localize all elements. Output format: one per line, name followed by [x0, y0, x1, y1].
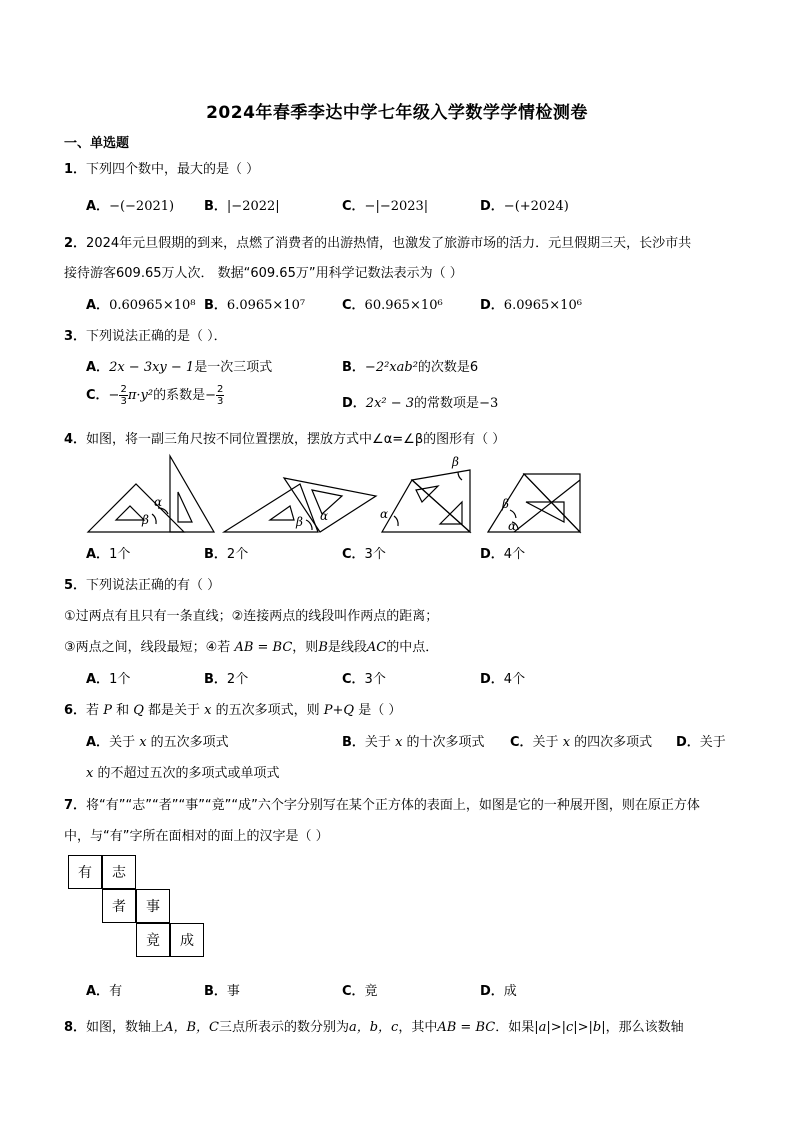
fraction: $\frac{2}{3}$ — [216, 384, 224, 407]
triangle-ruler-figures — [86, 450, 606, 536]
q6-option-d-continued: x 的不超过五次的多项式或单项式 — [86, 766, 280, 781]
q2-option-c[interactable]: C．60.965×10⁶ — [342, 298, 443, 313]
q3-option-c[interactable]: C．− $\frac{2}{3}$ π·y²的系数是− $\frac{2}{3}$ — [86, 384, 224, 407]
q7-option-c[interactable]: C．竟 — [342, 984, 378, 999]
q2-option-b[interactable]: B．6.0965×10⁷ — [204, 298, 306, 313]
cube-face: 成 — [170, 923, 204, 957]
q6-option-a[interactable]: A．关于 x 的五次多项式 — [86, 735, 229, 750]
q5-option-c[interactable]: C．3个 — [342, 672, 386, 687]
beta-label: β — [452, 455, 459, 469]
question-number: 1． — [64, 162, 87, 177]
question-3-stem: 3．下列说法正确的是（ ）． — [64, 329, 227, 344]
q1-option-c[interactable]: C．−|−2023| — [342, 199, 429, 214]
q3-option-a[interactable]: A．2x − 3xy − 1是一次三项式 — [86, 360, 273, 375]
q4-option-a[interactable]: A．1个 — [86, 547, 131, 562]
question-5-statements-2: ③两点之间，线段最短；④若 AB = BC，则B是线段AC的中点． — [64, 640, 439, 655]
question-2-stem: 2．2024年元旦假期的到来，点燃了消费者的出游热情，也激发了旅游市场的活力．元旦假期三天，长沙市共 — [64, 236, 692, 251]
q5-option-d[interactable]: D．4个 — [480, 672, 526, 687]
q2-option-d[interactable]: D．6.0965×10⁶ — [480, 298, 582, 313]
alpha-label: α — [320, 509, 329, 523]
beta-label: β — [296, 515, 303, 529]
q7-option-b[interactable]: B．事 — [204, 984, 240, 999]
q6-option-b[interactable]: B．关于 x 的十次多项式 — [342, 735, 485, 750]
alpha-label: α — [380, 507, 389, 521]
q1-option-b[interactable]: B．|−2022| — [204, 199, 280, 214]
question-2-stem-line2: 接待游客609.65万人次． 数据“609.65万”用科学记数法表示为（ ） — [64, 266, 463, 281]
beta-label: β — [502, 497, 509, 511]
q4-option-d[interactable]: D．4个 — [480, 547, 526, 562]
fraction: $\frac{2}{3}$ — [120, 384, 127, 407]
question-1-stem — [64, 158, 259, 177]
cube-face: 竟 — [136, 923, 170, 957]
q1-option-a[interactable]: A．−(−2021) — [86, 199, 175, 214]
question-4-stem: 4．如图，将一副三角尺按不同位置摆放，摆放方式中∠α=∠β的图形有（ ） — [64, 432, 506, 447]
q4-option-c[interactable]: C．3个 — [342, 547, 386, 562]
question-6-stem: 6．若 P 和 Q 都是关于 x 的五次多项式，则 P+Q 是（ ） — [64, 703, 402, 718]
figure-c — [382, 470, 470, 532]
figure-a — [88, 456, 214, 532]
question-5-stem: 5．下列说法正确的有（ ） — [64, 578, 221, 593]
q2-option-a[interactable]: A．0.60965×10⁸ — [86, 298, 196, 313]
q7-option-a[interactable]: A．有 — [86, 984, 123, 999]
q1-option-d[interactable]: D．−(+2024) — [480, 199, 569, 214]
cube-face: 事 — [136, 889, 170, 923]
q3-option-d[interactable]: D．2x² − 3的常数项是−3 — [342, 396, 499, 411]
question-7-stem: 7．将“有”“志”“者”“事”“竟”“成”六个字分别写在某个正方体的表面上，如图是它的一种展开图，则在原正方体 — [64, 798, 700, 813]
q6-option-d[interactable]: D．关于 — [676, 735, 726, 750]
cube-face: 有 — [68, 855, 102, 889]
question-5-statements-1: ①过两点有且只有一条直线；②连接两点的线段叫作两点的距离； — [64, 609, 439, 624]
section-heading: 一、单选题 — [64, 136, 130, 151]
beta-label: β — [142, 513, 149, 527]
q5-option-b[interactable]: B．2个 — [204, 672, 249, 687]
q7-option-d[interactable]: D．成 — [480, 984, 517, 999]
q4-option-b[interactable]: B．2个 — [204, 547, 249, 562]
question-text: 下列四个数中，最大的是（ ） — [86, 162, 260, 177]
page-title: 2024年春季李达中学七年级入学数学学情检测卷 — [206, 103, 588, 123]
q6-option-c[interactable]: C．关于 x 的四次多项式 — [510, 735, 653, 750]
question-7-stem-line2: 中，与“有”字所在面相对的面上的汉字是（ ） — [64, 829, 329, 844]
alpha-label: α — [508, 519, 517, 533]
alpha-label: α — [154, 495, 163, 509]
q5-option-a[interactable]: A．1个 — [86, 672, 131, 687]
question-8-stem: 8．如图，数轴上A，B，C三点所表示的数分别为a，b，c，其中AB = BC．如果|a|>|c|>|b|，那么该数轴 — [64, 1020, 684, 1035]
cube-face: 者 — [102, 889, 136, 923]
cube-face: 志 — [102, 855, 136, 889]
q3-option-b[interactable]: B．−2²xab²的次数是6 — [342, 360, 479, 375]
